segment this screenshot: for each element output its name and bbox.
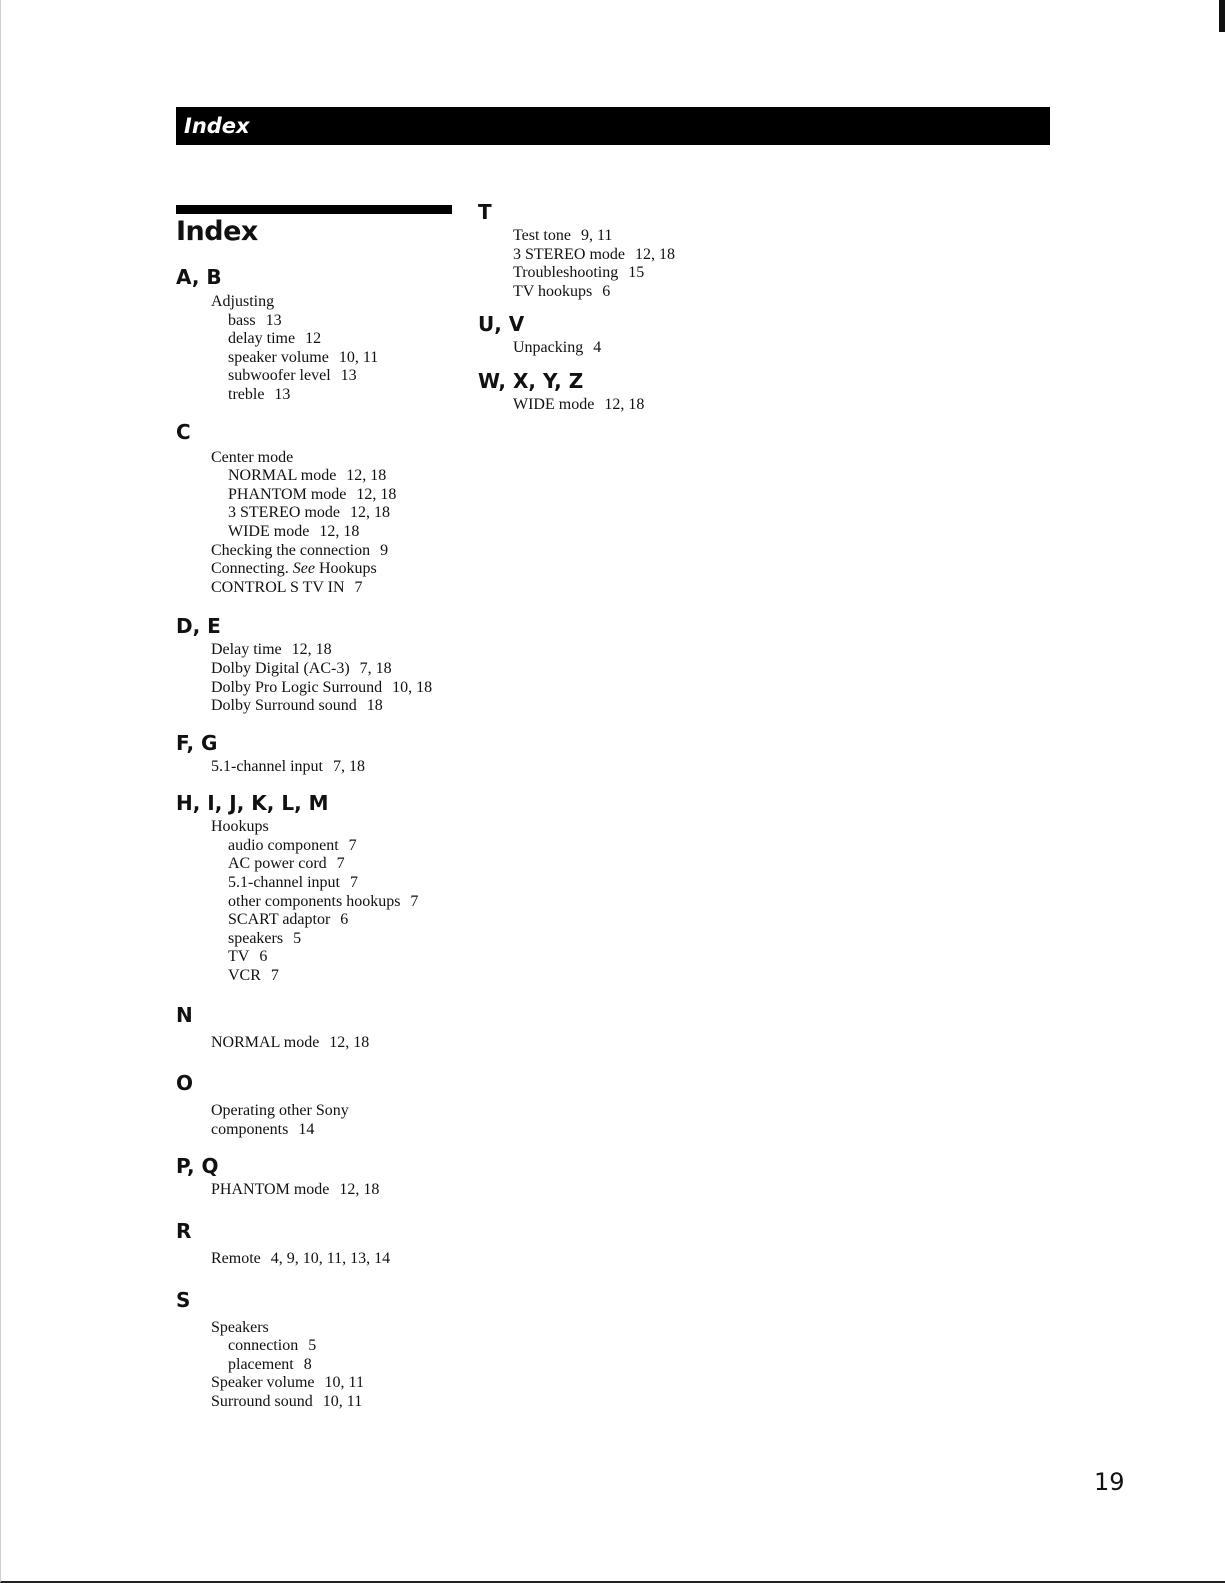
entry-term: audio component [228, 836, 339, 854]
entry-pages: 12, 18 [635, 245, 675, 263]
entry-pages: 6 [602, 282, 611, 300]
entry-pages: 10, 11 [322, 1392, 363, 1410]
entry-term: placement [228, 1355, 294, 1373]
index-entry [176, 641, 476, 660]
entry-term: 5.1-channel input [228, 874, 340, 892]
index-entry [176, 1356, 476, 1375]
entry-list [176, 641, 476, 715]
entry-pages: 9 [380, 541, 389, 559]
index-entry [176, 523, 476, 542]
entry-term: Center mode [211, 448, 294, 466]
index-entry [176, 312, 476, 331]
entry-pages: 12, 18 [291, 641, 332, 659]
index-entry [176, 874, 476, 893]
index-section [176, 264, 476, 405]
entry-list [176, 293, 476, 405]
section-letter: W, X, Y, Z [478, 368, 584, 393]
entry-term: subwoofer level [228, 367, 331, 385]
section-letter: U, V [478, 312, 525, 337]
entry-pages: 15 [628, 264, 645, 282]
entry-term: SCART adaptor [228, 911, 331, 929]
index-entry [176, 542, 476, 561]
entry-pages: 7 [349, 874, 358, 892]
index-entry [478, 339, 778, 358]
entry-term: other components hookups [228, 892, 401, 910]
entry-term: WIDE mode [513, 395, 595, 413]
entry-list [478, 227, 778, 301]
index-entry [478, 264, 778, 283]
entry-pages: 12, 18 [339, 1181, 380, 1199]
section-letter: A, B [176, 265, 222, 289]
entry-pages: 6 [340, 911, 349, 929]
index-section [176, 1070, 476, 1139]
entry-term: Hookups [211, 818, 269, 836]
entry-list [176, 1319, 476, 1412]
see-target: Hookups [318, 560, 377, 578]
index-column-right [478, 199, 778, 415]
index-entry [478, 283, 778, 302]
page-title: Index [176, 216, 258, 247]
page-number: 19 [1094, 1468, 1125, 1496]
entry-pages: 12, 18 [350, 504, 390, 522]
index-entry [176, 893, 468, 912]
entry-term: Speaker volume [211, 1374, 315, 1392]
index-section [176, 1218, 476, 1269]
entry-term: Surround sound [211, 1392, 313, 1410]
entry-term: PHANTOM mode [211, 1181, 330, 1199]
entry-term: Dolby Digital (AC-3) [211, 659, 350, 677]
heading-rule [176, 205, 452, 214]
entry-term: 5.1-channel input [211, 757, 323, 775]
entry-term: Adjusting [211, 293, 275, 310]
entry-term: PHANTOM mode [228, 485, 347, 503]
entry-pages: 4, 9, 10, 11, 13, 14 [270, 1250, 391, 1267]
entry-term: Test tone [513, 227, 571, 244]
index-entry [176, 967, 476, 986]
entry-term: Connecting. [211, 560, 289, 578]
entry-pages: 7 [410, 892, 419, 910]
entry-term: connection [228, 1337, 299, 1355]
index-section [478, 199, 778, 301]
entry-term: 3 STEREO mode [228, 504, 340, 522]
section-letter: N [176, 1002, 193, 1027]
entry-term: CONTROL S TV IN [211, 578, 345, 596]
index-entry [176, 697, 476, 716]
entry-pages: 8 [303, 1355, 312, 1373]
header-bar [176, 107, 1050, 145]
index-entry [176, 1181, 476, 1200]
entry-pages: 7 [336, 855, 345, 873]
entry-term: TV [228, 948, 250, 966]
section-letter: P, Q [176, 1154, 219, 1179]
entry-list [176, 1034, 476, 1053]
entry-list [176, 1181, 476, 1200]
entry-pages: 5 [308, 1337, 317, 1355]
entry-pages: 10, 11 [324, 1374, 364, 1392]
entry-term: Checking the connection [211, 541, 371, 559]
index-entry [176, 504, 476, 523]
index-entry [176, 1393, 476, 1412]
entry-term: TV hookups [513, 282, 593, 300]
entry-term: VCR [228, 967, 261, 985]
entry-pages: 12, 18 [356, 485, 397, 503]
entry-term: speakers [228, 929, 284, 947]
index-entry [478, 227, 778, 246]
index-entry [478, 396, 778, 415]
index-entry [176, 837, 476, 856]
index-section [176, 1002, 476, 1053]
section-letter: O [176, 1071, 194, 1096]
entry-term: Operating other Sony components [211, 1102, 349, 1138]
index-entry [176, 1250, 476, 1269]
entry-list [176, 449, 476, 598]
index-entry [176, 948, 476, 967]
section-letter: C [176, 419, 191, 444]
entry-list [176, 818, 476, 985]
index-entry [176, 660, 476, 679]
entry-term: delay time [228, 330, 296, 348]
index-section [478, 368, 778, 415]
entry-term: Unpacking [513, 339, 584, 357]
entry-term: AC power cord [228, 855, 327, 873]
index-entry [176, 293, 476, 312]
entry-pages: 12, 18 [329, 1033, 370, 1051]
index-entry [176, 758, 476, 777]
entry-pages: 7 [348, 836, 357, 854]
entry-term: Dolby Surround sound [211, 697, 357, 715]
entry-term: bass [228, 311, 256, 329]
index-entry [176, 818, 476, 837]
section-letter: S [176, 1287, 191, 1312]
entry-term: Delay time [211, 641, 282, 659]
index-section [176, 613, 476, 715]
entry-pages: 12 [305, 330, 322, 348]
index-entry [176, 1374, 476, 1393]
section-letter: D, E [176, 614, 221, 639]
entry-list [176, 1250, 476, 1269]
entry-term: Speakers [211, 1318, 269, 1336]
entry-term: treble [228, 385, 265, 403]
entry-term: Remote [211, 1250, 261, 1267]
index-entry [176, 1034, 476, 1053]
index-entry [478, 246, 778, 265]
index-entry [176, 1337, 476, 1356]
entry-pages: 10, 18 [392, 678, 433, 696]
entry-list [176, 758, 476, 777]
see-reference: See [292, 560, 315, 578]
index-section [176, 1287, 476, 1412]
index-entry [176, 911, 476, 930]
index-entry [176, 349, 476, 368]
section-letter: F, G [176, 730, 218, 755]
entry-pages: 10, 11 [338, 348, 379, 366]
index-entry [176, 560, 476, 579]
index-entry [176, 386, 476, 405]
section-letter: R [176, 1219, 192, 1243]
index-section [176, 419, 476, 598]
entry-term: WIDE mode [228, 522, 310, 540]
section-letter: H, I, J, K, L, M [176, 791, 329, 816]
index-entry [176, 930, 476, 949]
entry-term: 3 STEREO mode [513, 245, 625, 263]
entry-term: speaker volume [228, 348, 329, 366]
index-entry [176, 467, 476, 486]
edge-mark [1219, 0, 1225, 32]
entry-pages: 14 [298, 1120, 315, 1138]
entry-pages: 6 [259, 948, 268, 966]
entry-term: Troubleshooting [513, 264, 619, 282]
entry-pages: 9, 11 [580, 227, 613, 244]
index-section [176, 790, 476, 985]
index-entry [176, 855, 476, 874]
header-title: Index [184, 114, 250, 138]
entry-pages: 7, 18 [359, 659, 392, 677]
entry-pages: 18 [366, 697, 383, 715]
index-entry [176, 449, 476, 468]
index-section [478, 311, 778, 358]
entry-pages: 7 [354, 578, 363, 596]
index-entry [176, 486, 476, 505]
entry-list [176, 1102, 476, 1139]
entry-pages: 12, 18 [604, 395, 645, 413]
entry-term: Dolby Pro Logic Surround [211, 678, 383, 696]
entry-term: NORMAL mode [228, 467, 337, 485]
index-section [176, 1153, 476, 1200]
index-entry [176, 579, 476, 598]
entry-list [478, 396, 778, 415]
entry-term: NORMAL mode [211, 1033, 320, 1051]
entry-list [478, 339, 778, 358]
entry-pages: 12, 18 [346, 467, 387, 485]
entry-pages: 7, 18 [332, 757, 365, 775]
entry-pages: 5 [293, 929, 302, 947]
entry-pages: 12, 18 [319, 522, 360, 540]
section-letter: T [478, 200, 492, 224]
index-entry [176, 1319, 476, 1338]
index-entry [176, 679, 451, 698]
entry-pages: 13 [265, 311, 282, 329]
index-entry [176, 367, 476, 386]
entry-pages: 13 [274, 385, 291, 403]
entry-pages: 4 [593, 339, 602, 357]
entry-pages: 13 [340, 367, 357, 385]
index-column-left [176, 264, 476, 1412]
entry-pages: 7 [270, 967, 279, 985]
index-entry [176, 1102, 451, 1139]
index-section [176, 730, 476, 777]
index-entry [176, 330, 476, 349]
